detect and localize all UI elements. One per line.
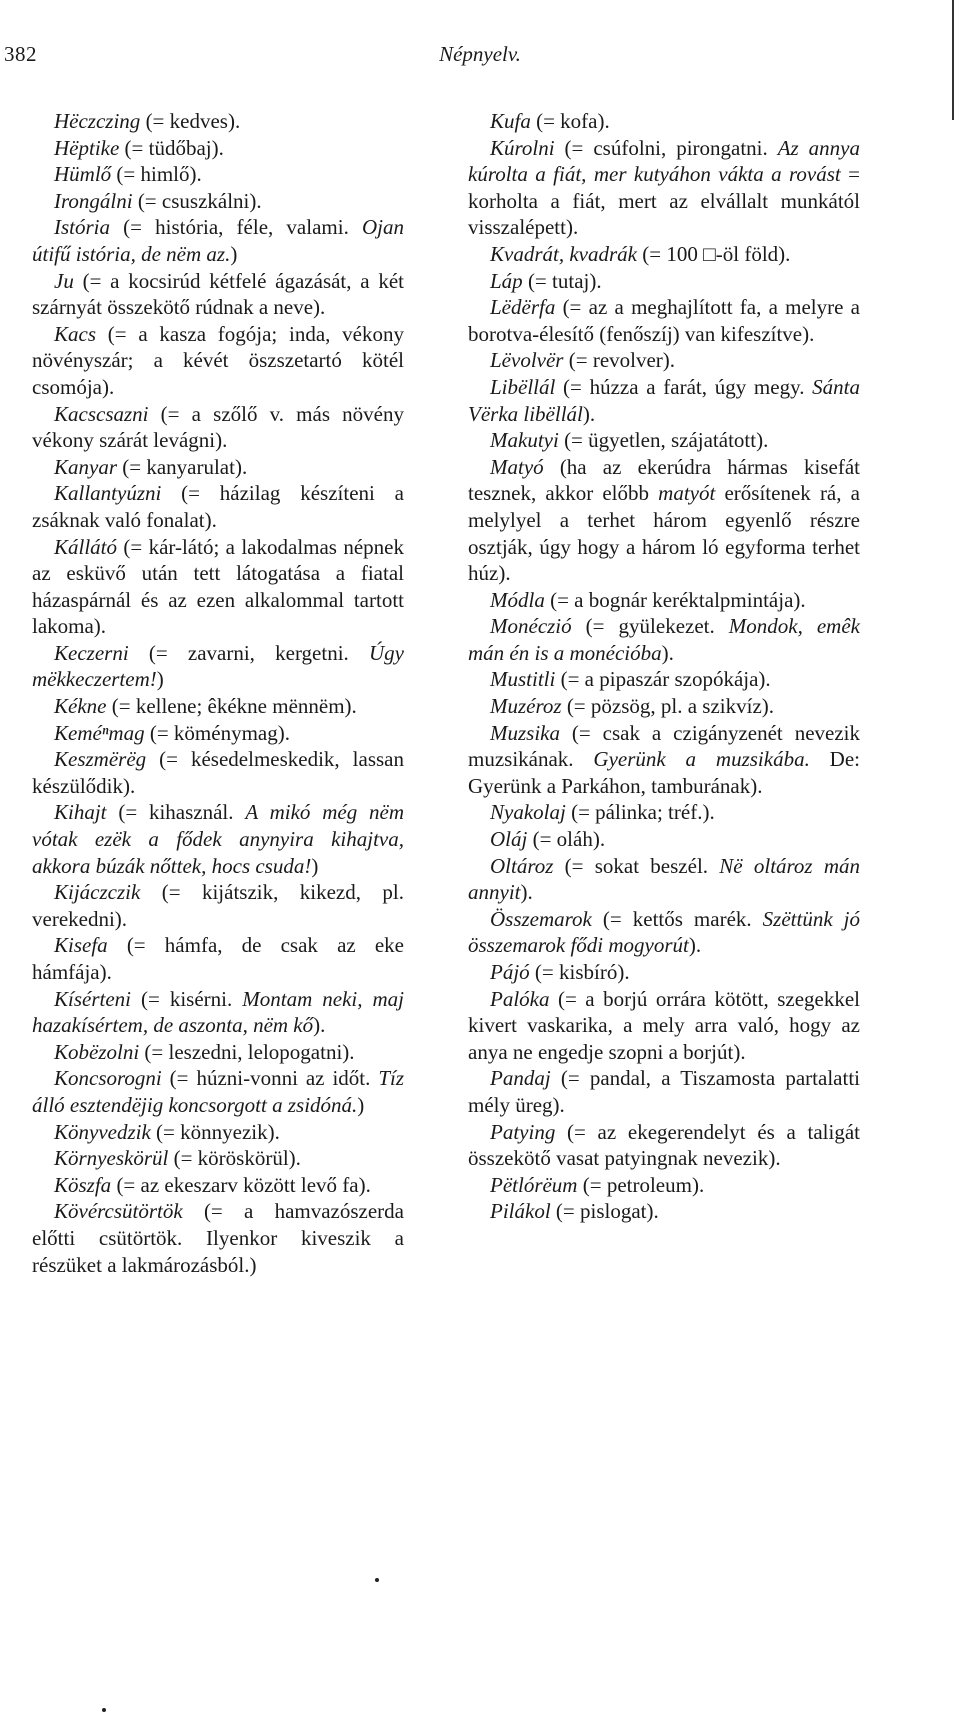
entry-tail: ) [230, 241, 238, 266]
dictionary-entry [468, 135, 860, 241]
dictionary-entry [32, 480, 404, 533]
entry-definition: (= köröskörül). [168, 1146, 301, 1171]
entry-definition: (= kellene; êkékne mënnëm). [106, 694, 357, 719]
entry-definition: (= a hamvazószerda előtti csütörtök. Ilyenkor kiveszik a részüket a lakmározásból.) [32, 1199, 404, 1277]
entry-headword: Kövércsütörtök [54, 1199, 183, 1224]
entry-definition: (= kihasznál. [106, 800, 246, 825]
dictionary-entry [468, 959, 860, 986]
entry-example: Tíz álló esztendëjig koncsorgott a zsidóná. [32, 1066, 404, 1117]
entry-headword: Ju [54, 268, 74, 293]
dictionary-entry [32, 401, 404, 454]
entry-headword: Hëptike [54, 135, 120, 160]
entry-headword: Környeskörül [54, 1146, 169, 1171]
dictionary-entry [32, 932, 404, 985]
dictionary-entry [468, 799, 860, 826]
dictionary-entry [468, 454, 860, 587]
dictionary-entry [32, 1172, 404, 1199]
entry-headword: Kúrolni [490, 135, 555, 160]
entry-definition: (= kisbíró). [529, 960, 630, 984]
entry-definition: (= könnyezik). [150, 1119, 280, 1144]
entry-headword: Nyakolaj [490, 800, 566, 825]
entry-headword: Koncsorogni [54, 1066, 162, 1091]
dictionary-entry [32, 161, 404, 188]
entry-headword: Patying [490, 1119, 556, 1144]
entry-headword: Libëllál [490, 374, 556, 399]
entry-headword: Oltároz [490, 853, 554, 878]
entry-definition: (= sokat beszél. [553, 853, 720, 878]
entry-headword: Irongálni [54, 188, 133, 213]
entry-definition: (= leszedni, lelopogatni). [139, 1039, 355, 1064]
dictionary-entry [468, 347, 860, 374]
entry-example: matyót [658, 481, 716, 506]
entry-definition: (= húzza a farát, úgy megy. [555, 374, 813, 399]
entry-headword: Hëczczing [54, 109, 141, 133]
entry-headword: Kékne [54, 694, 107, 719]
entry-headword: Módla [490, 587, 545, 612]
page-header [0, 42, 960, 74]
entry-definition: (= ügyetlen, szájatátott). [558, 428, 769, 453]
entry-definition: (= revolver). [563, 348, 676, 373]
dictionary-entry [468, 294, 860, 347]
entry-definition: (= csak a czigányzenét nevezik muzsikának. [468, 720, 860, 772]
entry-example: Në oltároz mán annyit [468, 853, 860, 905]
dictionary-entry [468, 1172, 860, 1199]
entry-tail: De: Gyerünk a Parkáhon, tamburának). [468, 747, 860, 798]
entry-headword: Köszfa [54, 1172, 112, 1197]
entry-headword: Hümlő [54, 162, 112, 187]
entry-tail: ) [156, 667, 164, 692]
right-column [468, 108, 860, 1225]
entry-headword: Kísérteni [54, 986, 131, 1011]
page-number: 382 [4, 42, 37, 66]
entry-definition: (= a szőlő v. más növény vékony szárát levágni). [32, 401, 404, 453]
entry-headword: Könyvedzik [54, 1119, 151, 1144]
dictionary-entry [468, 613, 860, 666]
entry-headword: Lëdërfa [490, 295, 556, 320]
entry-example: Mondok, emêk mán én is a monécióba [468, 614, 860, 665]
entry-headword: Oláj [490, 827, 528, 852]
entry-headword: Pilákol [490, 1199, 551, 1224]
dictionary-entry [468, 693, 860, 720]
entry-definition: (= a pipaszár szopókája). [555, 667, 771, 692]
entry-definition: (= kofa). [530, 109, 610, 133]
dictionary-entry [32, 1145, 404, 1172]
entry-definition: (= oláh). [527, 827, 606, 852]
entry-example: Szëttünk jó összemarok fődi mogyorút [468, 906, 861, 958]
entry-definition: (= petroleum). [577, 1172, 705, 1197]
speck-mark [375, 1578, 379, 1582]
entry-headword: Kihajt [54, 800, 107, 825]
dictionary-entry [468, 268, 860, 295]
entry-example: Sánta Vërka libëllál [468, 374, 860, 426]
entry-definition: (= a bognár keréktalpmintája). [544, 587, 806, 612]
dictionary-entry [32, 1065, 404, 1118]
entry-definition: (= az ekeszarv között levő fa). [111, 1172, 371, 1197]
dictionary-entry [32, 534, 404, 640]
entry-example: Gyerünk a muzsikába. [593, 747, 810, 772]
entry-definition: (= pandal, a Tiszamosta partalatti mély üreg). [468, 1066, 860, 1117]
page-edge-line [952, 0, 954, 120]
entry-headword: Láp [490, 268, 523, 293]
entry-definition: (= kár-látó; a lakodalmas népnek az esküvő után tett látogatása a fiatal házaspárnál és az ezen alkalommal tartott lakoma). [32, 534, 404, 639]
dictionary-entry [32, 746, 404, 799]
dictionary-entry [32, 108, 404, 135]
entry-example: A mikó még nëm vótak ezëk a fődek anynyira kihajtva, akkora búzák nőttek, hocs csuda! [32, 800, 404, 878]
entry-definition: (= a kasza fogója; inda, vékony növényszár; a kévét öszszetartó kötél csomója). [32, 321, 404, 399]
dictionary-entry [32, 1198, 404, 1278]
entry-definition: (= kedves). [140, 109, 241, 133]
dictionary-entry [468, 427, 860, 454]
dictionary-entry [32, 321, 404, 401]
dictionary-entry [32, 268, 404, 321]
dictionary-entry [468, 1119, 860, 1172]
dictionary-entry [32, 135, 404, 162]
entry-definition: (= hámfa, de csak az eke hámfája). [32, 933, 404, 984]
entry-definition: (= kettős marék. [591, 906, 763, 931]
entry-headword: Lëvolvër [490, 348, 564, 373]
dictionary-entry [32, 1039, 404, 1066]
entry-headword: Kobëzolni [54, 1039, 140, 1064]
entry-definition: (= az a meghajlított fa, a melyre a borotva-élesítő (fenőszíj) van kifeszítve). [468, 295, 860, 346]
entry-example: Úgy mëkkeczertem! [32, 640, 404, 692]
dictionary-entry [468, 853, 860, 906]
dictionary-entry [32, 720, 404, 747]
entry-definition: (= házilag készíteni a zsáknak való fonalat). [32, 481, 404, 532]
entry-tail: ) [311, 853, 319, 878]
entry-definition: (= az ekegerendelyt és a taligát összekötő vasat patyingnak nevezik). [468, 1119, 860, 1171]
entry-headword: Muzsika [490, 720, 560, 745]
entry-headword: Keszmërëg [54, 747, 147, 772]
entry-tail: ). [520, 880, 533, 905]
entry-definition: (= kijátszik, kikezd, pl. verekedni). [32, 880, 404, 931]
entry-definition: (= pislogat). [550, 1199, 659, 1224]
entry-headword: Istória [54, 215, 111, 240]
entry-headword: Makutyi [490, 428, 559, 453]
speck-mark [102, 1708, 106, 1712]
dictionary-entry [32, 986, 404, 1039]
entry-definition: (= kisérni. [131, 986, 243, 1011]
entry-definition: (= húzni-vonni az időt. [161, 1066, 379, 1091]
entry-definition: (= pálinka; tréf.). [565, 800, 715, 825]
dictionary-entry [32, 214, 404, 267]
left-column [32, 108, 404, 1278]
entry-definition: (= a borjú orrára kötött, szegekkel kivert vaskarika, a mely arra való, hogy az anya ne engedje szopni a borjút). [468, 986, 860, 1064]
entry-definition: (= tutaj). [522, 268, 602, 293]
entry-headword: Pëtlórëum [490, 1172, 578, 1197]
entry-headword: Matyó [490, 454, 544, 479]
entry-example: Ojan útifű istória, de nëm az. [32, 215, 404, 266]
entry-tail: ) [357, 1092, 365, 1117]
entry-tail: ). [313, 1013, 326, 1038]
entry-headword: Muzéroz [490, 694, 562, 719]
entry-definition: (= himlő). [111, 162, 202, 187]
entry-definition: (ha az ekerúdra hármas kisefát tesznek, akkor előbb [468, 454, 860, 506]
entry-definition: (= a kocsirúd kétfelé ágazását, a két szárnyát összekötő rúdnak a neve). [32, 268, 404, 320]
entry-headword: Pandaj [490, 1066, 551, 1091]
entry-definition: (= kanyarulat). [117, 454, 248, 479]
entry-headword: Kanyar [54, 454, 117, 479]
entry-definition: (= 100 □-öl föld). [636, 241, 791, 266]
dictionary-entry [468, 587, 860, 614]
entry-definition: (= késedelmeskedik, lassan készülődik). [32, 747, 404, 798]
entry-headword: Kijáczczik [54, 880, 141, 905]
dictionary-entry [468, 720, 860, 800]
dictionary-entry [468, 906, 860, 959]
dictionary-entry [468, 241, 860, 268]
dictionary-entry [468, 374, 860, 427]
entry-headword: Keczerni [54, 640, 129, 665]
entry-example: Az annya kúrolta a fiát, mer kutyáhon vákta a rovást [468, 135, 860, 187]
dictionary-entry [32, 879, 404, 932]
entry-tail: ). [582, 401, 596, 426]
dictionary-entry [32, 1119, 404, 1146]
entry-definition: (= gyülekezet. [571, 614, 729, 639]
entry-tail: = korholta a fiát, mert az elvállalt munkától visszalépett). [468, 162, 861, 240]
entry-headword: Mustitli [490, 667, 556, 692]
entry-tail: ). [661, 640, 674, 665]
entry-definition: (= csuszkálni). [132, 188, 262, 213]
entry-tail: erősítenek rá, a melylyel a terhet három egyenlő részre osztják, úgy hogy a három ló egyforma terhet húz). [468, 481, 860, 586]
dictionary-entry [32, 693, 404, 720]
dictionary-entry [468, 666, 860, 693]
entry-headword: Összemarok [490, 906, 592, 931]
entry-tail: ). [688, 933, 702, 958]
entry-definition: (= csúfolni, pirongatni. [554, 135, 778, 160]
dictionary-entry [468, 826, 860, 853]
entry-headword: Keméⁿmag [54, 720, 145, 745]
entry-example: Montam neki, maj hazakísértem, de aszonta, nëm kő [32, 986, 404, 1038]
entry-headword: Kallantyúzni [54, 481, 162, 506]
entry-headword: Kacscsazni [54, 401, 149, 426]
dictionary-entry [32, 640, 404, 693]
dictionary-entry [468, 108, 860, 135]
entry-definition: (= pözsög, pl. a szikvíz). [561, 694, 775, 719]
dictionary-entry [468, 986, 860, 1066]
entry-headword: Kufa [490, 109, 531, 133]
entry-headword: Kisefa [54, 933, 108, 958]
dictionary-entry [32, 188, 404, 215]
entry-definition: (= zavarni, kergetni. [128, 640, 369, 665]
dictionary-entry [32, 454, 404, 481]
running-title: Népnyelv. [439, 42, 521, 66]
entry-headword: Kállátó [54, 534, 118, 559]
entry-headword: Kvadrát, kvadrák [490, 241, 637, 266]
dictionary-entry [468, 1198, 860, 1225]
dictionary-entry [468, 1065, 860, 1118]
entry-headword: Pájó [490, 960, 530, 984]
entry-definition: (= köménymag). [144, 720, 290, 745]
entry-definition: (= tüdőbaj). [119, 135, 224, 160]
entry-headword: Palóka [490, 986, 550, 1011]
dictionary-entry [32, 799, 404, 879]
entry-definition: (= história, féle, valami. [110, 215, 362, 240]
entry-headword: Kacs [54, 321, 96, 346]
entry-headword: Monéczió [490, 614, 572, 639]
